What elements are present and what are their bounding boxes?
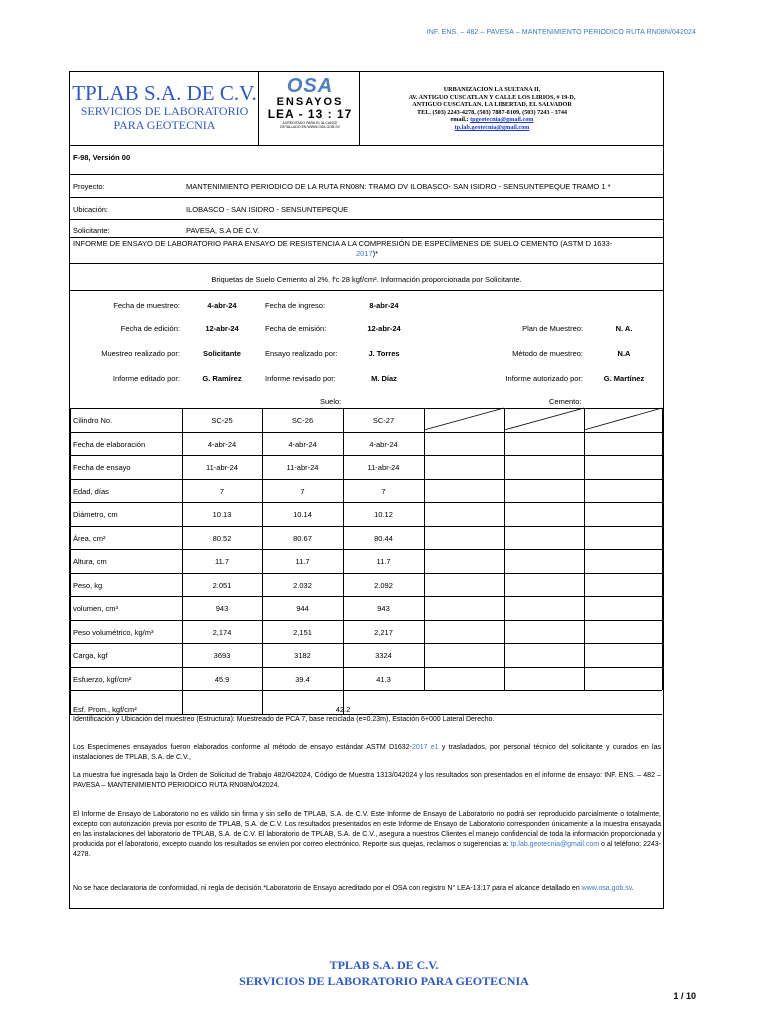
table-cell: 80.67 (293, 533, 312, 543)
table-row-label: Cilindro No. (73, 416, 113, 425)
table-row-label: Fecha de elaboración (73, 439, 146, 449)
esfuerzo-promedio-value: 42.2 (335, 705, 351, 714)
cemento-label: Cemento: (549, 397, 582, 406)
fecha-muestreo-value: 4-abr-24 (207, 301, 237, 310)
fecha-emision-value: 12-abr-24 (367, 324, 401, 333)
note-conformidad: No se hace declaratoria de conformidad, ni regla de decisión.*Laboratorio de Ensayo acreditado por el OSA con registro N° LEA-13:17 para el alcance detallado en www.osa.gob.sv. (73, 885, 634, 892)
table-row-label: Esfuerzo, kgf/cm² (73, 674, 132, 684)
solicitante-label: Solicitante: (73, 226, 110, 235)
ubicacion-value: ILOBASCO - SAN ISIDRO - SENSUNTEPEQUE (186, 205, 349, 214)
footer-lab-name: TPLAB S.A. DE C.V. (329, 958, 439, 972)
table-cell: 7 (300, 486, 305, 496)
lab-subtitle-2: PARA GEOTECNIA (113, 118, 216, 132)
table-cell: 3324 (375, 651, 392, 660)
address-line: ANTIGUO CUSCATLAN, LA LIBERTAD, EL SALVADOR (412, 101, 572, 109)
lab-subtitle-1: SERVICIOS DE LABORATORIO (80, 104, 249, 118)
autorizado-label: Informe autorizado por: (505, 374, 583, 383)
table-cell: 10.13 (212, 510, 232, 519)
table-cell: 11-abr-24 (367, 463, 400, 472)
note-elaboracion: Los Especímenes ensayados fueron elaborados conforme al método de ensayo estándar ASTM D1632-2017 e1 y trasladados, por personal técnico del solicitante y curados en las instalaciones de TPLAB, S.A. de C.V., (73, 744, 661, 761)
fecha-ingreso-value: 8-abr-24 (369, 301, 399, 310)
metodo-muestreo-label: Método de muestreo: (512, 349, 583, 358)
table-row-label: Peso volumétrico, kg/m³ (73, 627, 154, 637)
ensayo-por-label: Ensayo realizado por: (265, 349, 338, 358)
address-line: URBANIZACION LA SULTANA II, (443, 86, 541, 93)
header-reference: INF. ENS. – 482 – PAVESA – MANTENIMIENTO PERIODICO RUTA RN08N/042024 (426, 29, 696, 36)
table-row-label: volumen, cm³ (73, 604, 119, 613)
editado-label: Informe editado por: (112, 374, 180, 383)
table-cell: 2.092 (374, 580, 393, 590)
table-cell: 11.7 (214, 557, 230, 566)
table-cell: 2.032 (293, 580, 312, 590)
table-row-label: Edad, días (73, 486, 109, 496)
table-cell: 11-abr-24 (286, 463, 319, 472)
table-cell: 39.4 (295, 674, 310, 684)
osa-fine-2: DETALLADO EN WWW.OSA.GOB.SV (280, 125, 340, 129)
fecha-edicion-label: Fecha de edición: (120, 324, 180, 333)
proyecto-label: Proyecto: (73, 182, 105, 191)
table-cell: 4-abr-24 (207, 439, 237, 449)
diagonal-line (584, 408, 662, 430)
diagonal-line (504, 408, 584, 430)
address-line: AV. ANTIGUO CUSCATLAN Y CALLE LOS LIRIOS, # 19-D, (408, 93, 576, 101)
table-row-label: Altura, cm (73, 557, 107, 566)
muestreo-por-value: Solicitante (203, 349, 241, 358)
osa-fine-1: ACREDITADO PARA EL ALCANCE (282, 121, 338, 125)
table-row-label: Diámetro, cm (73, 510, 118, 519)
report-subtitle: Briquetas de Suelo Cemento al 2%. f'c 28 kgf/cm². Información proporcionada por Solicitante. (211, 275, 522, 284)
table-cell: 944 (296, 604, 309, 613)
note-ingreso: La muestra fue ingresada bajo la Orden de Solicitud de Trabajo 482/042024, Código de Muestra 1313/042024 y los resultados son presentados en el informe de ensayo: INF. ENS. – 482 – PAVESA – MANTENIMIENTO PERIODICO RUTA RN08N/042024. (73, 772, 661, 789)
ubicacion-label: Ubicación: (73, 205, 109, 214)
table-row-label: Peso, kg (73, 580, 103, 590)
table-cell: 943 (377, 604, 390, 613)
osa-ensayos: ENSAYOS (276, 96, 344, 108)
solicitante-value: PAVESA, S.A DE C.V. (186, 226, 260, 235)
table-cell: 943 (215, 604, 229, 613)
table-cell: 2.051 (212, 580, 232, 590)
table-row-label: Carga, kgf (73, 651, 108, 660)
table-cell: 80.52 (212, 533, 232, 543)
table-row-label: Fecha de ensayo (73, 463, 131, 472)
table-cell: 7 (219, 486, 225, 496)
table-row-label: Área, cm² (73, 533, 106, 543)
email-link[interactable]: tp.lab.geotecnia@gmail.com (454, 123, 530, 131)
email-label: email.: (450, 116, 469, 124)
fecha-muestreo-label: Fecha de muestreo: (113, 301, 180, 310)
note-validez: El Informe de Ensayo de Laboratorio no es válido sin firma y sin sello de TPLAB, S.A. de C.V. Este Informe de Ensayo de Laboratorio no podrá ser reproducido parcialmente o totalmente, excepto con autorización previa por escrito de TPLAB, S.A. de C.V. Los resultados presentados en este Informe de Ensayo de Laboratorio corresponden únicamente a la muestra ensayada en las instalaciones del laboratorio de TPLAB, S.A. de C.V. El laboratorio de TPLAB, S.A. de C.V., asegura a nuestros Clientes el manejo confidencial de toda la información proporcionada y producida por el laboratorio, excepto cuando los resultados se envíen por correo electrónico. Reporte sus quejas, reclamos o sugerencias a: tp.lab.geotecnia@gmail.com o al teléfono: 2243-4278. (73, 811, 661, 858)
muestreo-por-label: Muestreo realizado por: (101, 349, 180, 358)
osa-code: LEA - 13 : 17 (267, 107, 353, 121)
table-cell: 2,151 (293, 627, 312, 637)
footer-lab-subtitle: SERVICIOS DE LABORATORIO PARA GEOTECNIA (239, 974, 529, 988)
table-cell: 45.9 (214, 674, 230, 684)
form-version: F-98, Versión 00 (73, 153, 131, 162)
autorizado-value: G. Martínez (603, 374, 645, 383)
ensayo-por-value: J. Torres (368, 349, 400, 358)
editado-value: G. Ramírez (202, 374, 242, 383)
revisado-label: Informe revisado por: (265, 374, 336, 383)
table-cell: 11.7 (295, 557, 310, 566)
osa-website-link[interactable]: www.osa.gob.sv (581, 885, 632, 892)
report-title: INFORME DE ENSAYO DE LABORATORIO PARA ENSAYO DE RESISTENCIA A LA COMPRESIÓN DE ESPECÍMENES DE SUELO CEMENTO (ASTM D 1633- 2017)* (73, 239, 613, 258)
revisado-value: M. Díaz (371, 374, 397, 383)
plan-muestreo-value: N. A. (615, 324, 633, 333)
proyecto-value: MANTENIMIENTO PERIODICO DE LA RUTA RN08N: TRAMO DV ILOBASCO- SAN ISIDRO - SENSUNTEPEQUE TRAMO 1 * (186, 182, 611, 191)
table-cell: 41.3 (376, 674, 391, 684)
fecha-edicion-value: 12-abr-24 (205, 324, 239, 333)
table-cell: 7 (381, 486, 386, 496)
email-link[interactable]: tp.lab.geotecnia@gmail.com (510, 841, 600, 848)
metodo-muestreo-value: N.A (617, 349, 631, 358)
table-cell: 2,174 (212, 627, 232, 637)
lab-name: TPLAB S.A. DE C.V. (72, 81, 257, 105)
fecha-ingreso-label: Fecha de ingreso: (265, 301, 326, 310)
diagonal-line (424, 408, 504, 430)
note-identificacion: Identificación y Ubicación del muestreo (Estructura): Muestreado de PCA 7, base reciclada (e=0.23m), Estación 6+000 Lateral Derecho. (73, 716, 495, 723)
table-cell: 3693 (213, 651, 231, 660)
table-cell: 10.12 (374, 510, 393, 519)
osa-logo-mark: OSA (286, 75, 334, 97)
email-link[interactable]: tpgeotecnia@gmail.com (470, 116, 534, 124)
table-cell: 11.7 (376, 557, 391, 566)
table-cell: 10.14 (293, 510, 312, 519)
table-cell: 4-abr-24 (288, 439, 317, 449)
table-cell: 80.44 (374, 533, 393, 543)
table-cell: SC-27 (372, 416, 395, 425)
table-cell: 11-abr-24 (206, 463, 238, 472)
table-cell: 2,217 (374, 627, 393, 637)
table-cell: 3182 (294, 651, 311, 660)
table-cell: 4-abr-24 (369, 439, 398, 449)
suelo-label: Suelo: (320, 397, 342, 406)
page-number: 1 / 10 (673, 991, 696, 1001)
plan-muestreo-label: Plan de Muestreo: (522, 324, 583, 333)
table-cell: SC-25 (211, 416, 233, 425)
esfuerzo-promedio-label: Esf. Prom., kgf/cm² (73, 705, 137, 714)
fecha-emision-label: Fecha de emisión: (265, 324, 327, 333)
address-phone: TEL. (503) 2243-4278, (503) 7887-8109, (503) 7243 - 3744 (416, 108, 568, 116)
table-cell: SC-26 (291, 416, 314, 425)
